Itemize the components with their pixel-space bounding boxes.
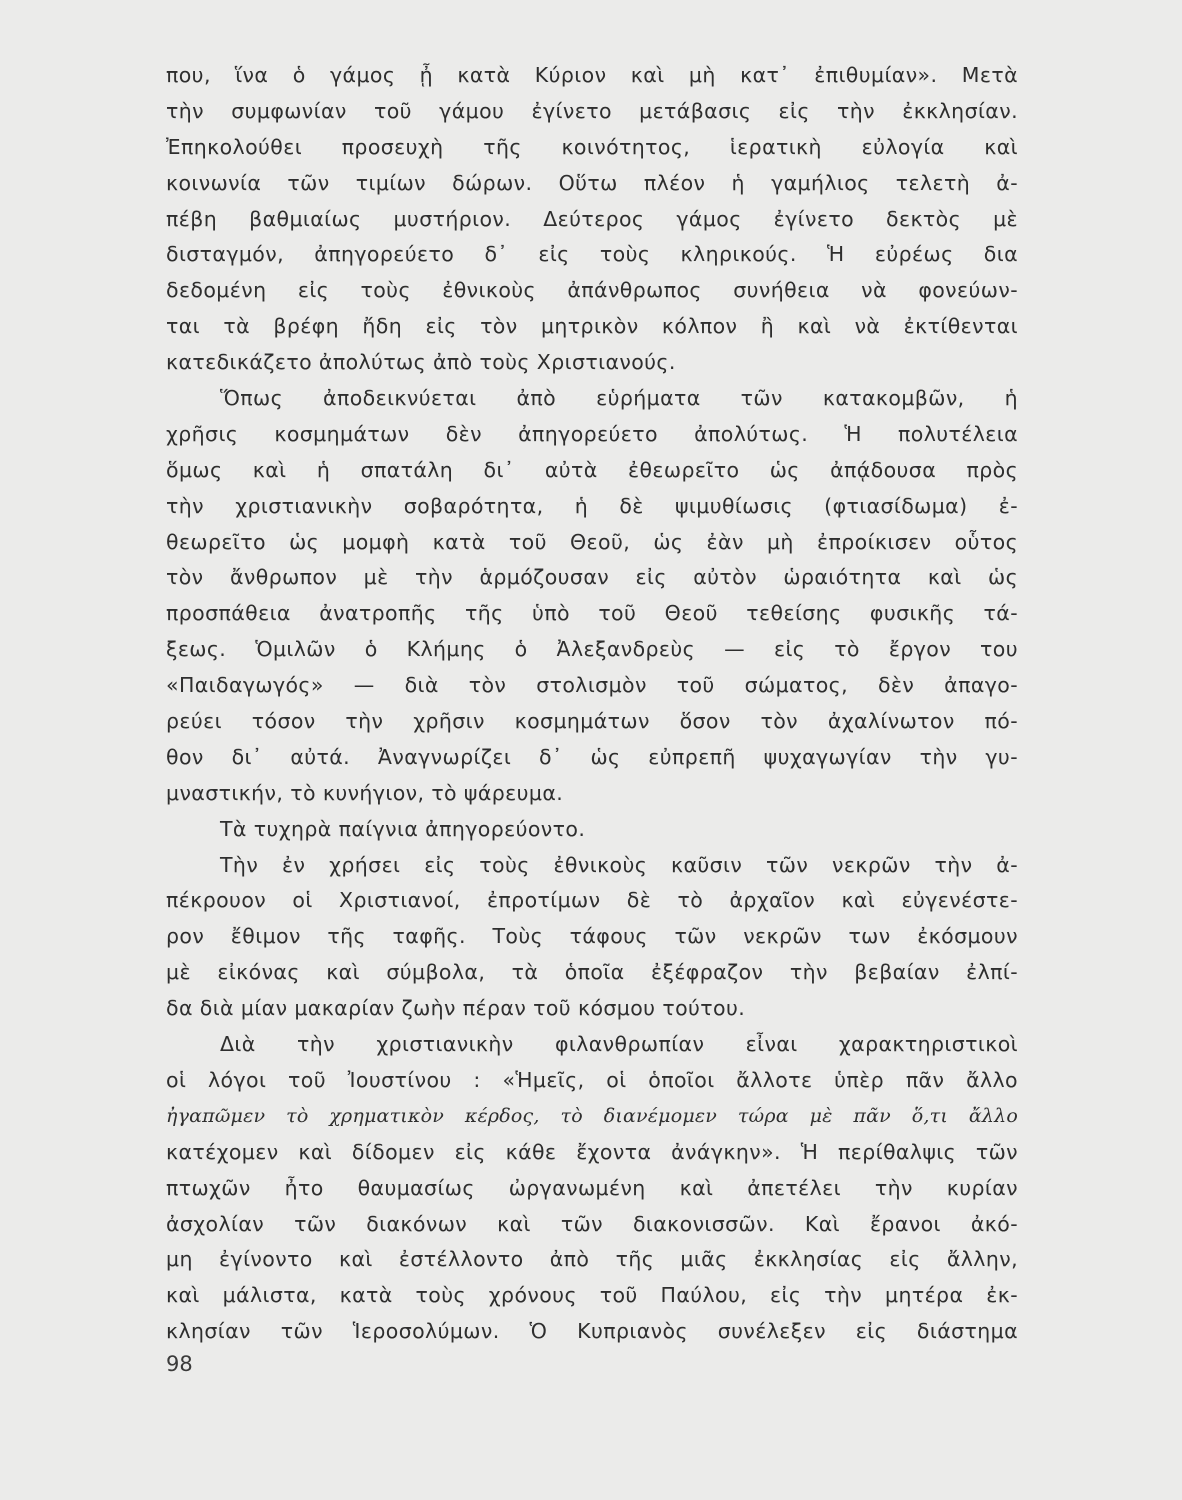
text-line: ἀσχολίαν τῶν διακόνων καὶ τῶν διακονισσῶν. Καὶ ἔρανοι ἀκό- — [166, 1211, 1018, 1236]
text-line: Διὰ τὴν χριστιανικὴν φιλανθρωπίαν εἶναι χαρακτηριστικοὶ — [220, 1032, 1018, 1057]
text-line: μναστικήν, τὸ κυνήγιον, τὸ ψάρευμα. — [166, 780, 564, 805]
text-line: οἱ λόγοι τοῦ Ἰουστίνου : «Ἡμεῖς, οἱ ὁποῖοι ἄλλοτε ὑπὲρ πᾶν ἄλλο — [166, 1067, 1018, 1092]
text-line: κλησίαν τῶν Ἱεροσολύμων. Ὁ Κυπριανὸς συνέλεξεν εἰς διάστημα — [166, 1319, 1018, 1344]
text-line: ξεως. Ὁμιλῶν ὁ Κλήμης ὁ Ἀλεξανδρεὺς — εἰς τὸ ἔργον του — [166, 637, 1018, 662]
text-line: Ὅπως ἀποδεικνύεται ἀπὸ εὑρήματα τῶν κατακομβῶν, ἡ — [220, 386, 1018, 411]
text-line: ὅμως καὶ ἡ σπατάλη δι᾿ αὐτὰ ἐθεωρεῖτο ὡς ἀπᾴδουσα πρὸς — [166, 457, 1018, 482]
text-line: ται τὰ βρέφη ἤδη εἰς τὸν μητρικὸν κόλπον ἢ καὶ νὰ ἐκτίθενται — [166, 314, 1018, 339]
text-line: ρεύει τόσον τὴν χρῆσιν κοσμημάτων ὅσον τὸν ἀχαλίνωτον πό- — [166, 709, 1018, 734]
text-line: μη ἐγίνοντο καὶ ἐστέλλοντο ἀπὸ τῆς μιᾶς ἐκκλησίας εἰς ἄλλην, — [166, 1247, 1018, 1272]
page-number: 98 — [166, 1352, 193, 1376]
text-line: χρῆσις κοσμημάτων δὲν ἀπηγορεύετο ἀπολύτως. Ἡ πολυτέλεια — [166, 421, 1018, 446]
text-line: ρον ἔθιμον τῆς ταφῆς. Τοὺς τάφους τῶν νεκρῶν των ἐκόσμουν — [166, 924, 1018, 949]
text-line: κατεδικάζετο ἀπολύτως ἀπὸ τοὺς Χριστιανούς. — [166, 350, 676, 375]
text-line: Ἐπηκολούθει προσευχὴ τῆς κοινότητος, ἱερατικὴ εὐλογία καὶ — [166, 134, 1018, 159]
text-line: Τὰ τυχηρὰ παίγνια ἀπηγορεύοντο. — [220, 816, 586, 841]
text-line: ἠγαπῶμεν τὸ χρηματικὸν κέρδος, τὸ διανέμομεν τώρα μὲ πᾶν ὅ,τι ἄλλο — [166, 1104, 1018, 1127]
text-line: καὶ μάλιστα, κατὰ τοὺς χρόνους τοῦ Παύλου, εἰς τὴν μητέρα ἐκ- — [166, 1283, 1018, 1308]
text-line: τὸν ἄνθρωπον μὲ τὴν ἁρμόζουσαν εἰς αὐτὸν ὡραιότητα καὶ ὡς — [166, 565, 1018, 590]
text-line: κατέχομεν καὶ δίδομεν εἰς κάθε ἔχοντα ἀνάγκην». Ἡ περίθαλψις τῶν — [166, 1139, 1018, 1164]
body-text — [166, 58, 1018, 1350]
text-line: μὲ εἰκόνας καὶ σύμβολα, τὰ ὁποῖα ἐξέφραζον τὴν βεβαίαν ἐλπί- — [166, 960, 1018, 985]
text-line: Τὴν ἐν χρήσει εἰς τοὺς ἐθνικοὺς καῦσιν τῶν νεκρῶν τὴν ἀ- — [220, 852, 1018, 877]
text-line: που, ἵνα ὁ γάμος ᾖ κατὰ Κύριον καὶ μὴ κατ᾿ ἐπιθυμίαν». Μετὰ — [166, 63, 1018, 87]
text-line: πέκρουον οἱ Χριστιανοί, ἐπροτίμων δὲ τὸ ἀρχαῖον καὶ εὐγενέστε- — [166, 888, 1018, 913]
text-line: τὴν συμφωνίαν τοῦ γάμου ἐγίνετο μετάβασις εἰς τὴν ἐκκλησίαν. — [166, 98, 1018, 123]
text-line: δα διὰ μίαν μακαρίαν ζωὴν πέραν τοῦ κόσμου τούτου. — [166, 996, 746, 1021]
text-line: τὴν χριστιανικὴν σοβαρότητα, ἡ δὲ ψιμυθίωσις (φτιασίδωμα) ἐ- — [166, 493, 1018, 518]
text-line: δεδομένη εἰς τοὺς ἐθνικοὺς ἀπάνθρωπος συνήθεια νὰ φονεύων- — [166, 278, 1018, 303]
text-line: πτωχῶν ἦτο θαυμασίως ὠργανωμένη καὶ ἀπετέλει τὴν κυρίαν — [166, 1175, 1018, 1200]
text-line: κοινωνία τῶν τιμίων δώρων. Οὕτω πλέον ἡ γαμήλιος τελετὴ ἀ- — [166, 170, 1018, 195]
text-line: θον δι᾿ αὐτά. Ἀναγνωρίζει δ᾿ ὡς εὐπρεπῆ ψυχαγωγίαν τὴν γυ- — [166, 744, 1018, 769]
text-line: «Παιδαγωγός» — διὰ τὸν στολισμὸν τοῦ σώματος, δὲν ἀπαγο- — [166, 673, 1018, 698]
text-line: προσπάθεια ἀνατροπῆς τῆς ὑπὸ τοῦ Θεοῦ τεθείσης φυσικῆς τά- — [166, 601, 1018, 626]
text-line: πέβη βαθμιαίως μυστήριον. Δεύτερος γάμος ἐγίνετο δεκτὸς μὲ — [166, 206, 1018, 231]
text-line: δισταγμόν, ἀπηγορεύετο δ᾿ εἰς τοὺς κληρικούς. Ἡ εὐρέως δια — [166, 242, 1018, 267]
text-line: θεωρεῖτο ὡς μομφὴ κατὰ τοῦ Θεοῦ, ὡς ἐὰν μὴ ἐπροίκισεν οὗτος — [166, 529, 1018, 554]
